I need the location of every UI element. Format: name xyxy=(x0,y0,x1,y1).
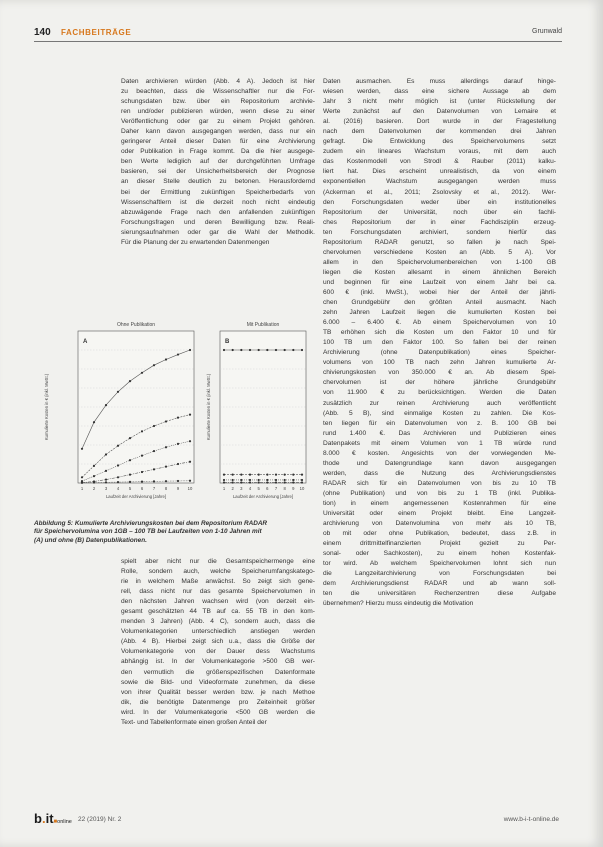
x-tick-label: 8 xyxy=(283,486,286,491)
text-line: chen Grundgebühr den größten Anteil ausmacht. Nach xyxy=(323,299,556,307)
data-point xyxy=(249,349,251,351)
caption-line: (A) und ohne (B) Datenpublikationen. xyxy=(34,536,147,544)
text-line: exponentiellen Wachstum ausgegangen werden muss xyxy=(323,178,556,186)
text-line: al. (2016) basieren. Dort wurde in der Fragestellung xyxy=(323,118,556,126)
data-point xyxy=(177,463,179,465)
x-tick-label: 9 xyxy=(176,486,180,491)
text-line: ren und/oder publizieren würden, wenn diese zu einer xyxy=(121,108,315,116)
data-point xyxy=(223,479,225,481)
data-point xyxy=(223,349,225,351)
text-line: Daher kann davon ausgegangen werden, dass nur ein xyxy=(121,128,315,136)
data-point xyxy=(189,461,191,463)
text-line: rund 1.400 €. Das Archivieren und Publizieren eines xyxy=(323,429,556,437)
text-line: spielt aber nicht nur die Gesamtspeichermenge eine xyxy=(121,558,315,565)
data-point xyxy=(153,450,155,452)
text-line: (Abb. 4 B). Hierbei zeigt sich u.a., dass die Größe der xyxy=(121,638,315,646)
text-line: ten Forschungsdaten archiviert, sondern hierfür das xyxy=(323,228,556,236)
text-line: liegen die Kosten allesamt in einem ähnlichen Bereich xyxy=(323,268,556,276)
data-point xyxy=(240,481,242,483)
text-line: und beginnen für eine Laufzeit von einem Jahr bei ca. xyxy=(323,278,556,286)
data-point xyxy=(240,349,242,351)
text-line: liert hat. Dies erscheint unrealistisch, da von einem xyxy=(323,168,556,176)
data-point xyxy=(258,474,260,476)
text-line: zu beachten, dass die Wissenschaftler nur die For- xyxy=(121,88,315,96)
data-point xyxy=(301,349,303,351)
data-point xyxy=(93,475,95,477)
text-line: Datenpakets mit einem Volumen von 1 TB würde rund xyxy=(323,439,556,447)
text-line: dik, die benötigte Datenmenge pro Zeiteinheit größer xyxy=(121,698,315,706)
text-line: abhängig ist. In der Volumenkategorie >500 GB wer- xyxy=(121,658,315,666)
text-line: gefragt. Die Entwicklung des Speichervolumens setzt xyxy=(323,138,556,146)
text-line: abzuwägende Frage nach den anfallenden zukünftigen xyxy=(121,208,315,216)
y-axis-label: Kumulierte Kosten in € (inkl. MwSt.) xyxy=(206,373,211,441)
x-tick-label: 6 xyxy=(140,486,144,491)
text-line: den vermutlich die größenspezifischen Datenformate xyxy=(121,668,315,676)
logo-online: online xyxy=(57,819,72,825)
text-line: ten die universitären Rechenzentren diese Aufgabe xyxy=(323,590,556,598)
text-line: einem drittmittelfinanzierten Projekt gezielt zu Per- xyxy=(323,540,556,548)
text-line: chivierungskosten von 350.000 € an. Ab diesem Spei- xyxy=(323,369,556,377)
data-point xyxy=(117,445,119,447)
data-point xyxy=(232,479,234,481)
data-point xyxy=(240,479,242,481)
x-tick-label: 2 xyxy=(92,486,96,491)
text-line: ten liegen für ein Datenvolumen von z. B. 100 GB bei xyxy=(323,419,556,427)
data-point xyxy=(223,474,225,476)
text-line: geringerer Anteil dieser Daten für eine Archivierung xyxy=(121,138,315,146)
data-point xyxy=(249,481,251,483)
data-point xyxy=(292,474,294,476)
section-title: FACHBEITRÄGE xyxy=(61,28,132,37)
text-line: basieren, sei der Unsicherheitsbereich der Prognose xyxy=(121,168,315,176)
data-point xyxy=(275,349,277,351)
data-point xyxy=(189,480,191,482)
text-line: volumens von 100 TB nach zehn Jahren kumulierte Ar- xyxy=(323,359,556,367)
journal-issue: 22 (2019) Nr. 2 xyxy=(78,816,122,823)
x-tick-label: 2 xyxy=(231,486,234,491)
caption-line: Abbildung 5: Kumulierte Archivierungskosten bei dem Repositorium RADAR xyxy=(34,520,268,527)
text-line: Jahr 3 nicht mehr möglich ist (unter Rückstellung der xyxy=(323,98,556,106)
data-point xyxy=(129,380,131,382)
data-point xyxy=(129,459,131,461)
text-line: allem in den Speichervolumenbereichen von 1-100 GB xyxy=(323,258,556,266)
text-line: von ihrer Qualität besser werden bzw. je nach Methoe xyxy=(121,688,315,696)
data-point xyxy=(266,479,268,481)
text-line: Daten archivieren würden (Abb. 4 A). Jedoch ist hier xyxy=(121,78,315,85)
data-point xyxy=(105,481,107,483)
text-line: Archivierung (ohne Datenpublikation) eines Speicher- xyxy=(323,349,556,357)
data-point xyxy=(284,481,286,483)
data-point xyxy=(275,481,277,483)
text-line: Repositorium der Universität, noch über ein fachli- xyxy=(323,208,556,216)
data-point xyxy=(232,481,234,483)
data-point xyxy=(284,474,286,476)
data-point xyxy=(165,466,167,468)
text-line: Forschungsfragen und deren Bewilligung bzw. Reali- xyxy=(121,218,315,226)
data-point xyxy=(258,479,260,481)
data-point xyxy=(266,349,268,351)
data-point xyxy=(81,476,83,478)
text-line: sowie die Bild- und Videoformate zunehmen, da diese xyxy=(121,678,315,686)
panel-label: B xyxy=(225,339,230,345)
data-point xyxy=(117,464,119,466)
x-axis-label: Laufzeit der Archivierung [Jahre] xyxy=(232,494,294,499)
figure-chart xyxy=(34,313,314,518)
data-point xyxy=(165,446,167,448)
text-line: (Abb. 5 B), sind einmalige Kosten zu zahlen. Die Kos- xyxy=(323,409,556,417)
left-column-top xyxy=(121,77,315,248)
page-number: 140 xyxy=(34,27,51,38)
x-tick-label: 1 xyxy=(80,486,84,491)
data-point xyxy=(141,430,143,432)
data-point xyxy=(258,349,260,351)
text-line: die Langzeitarchivierung von Forschungsdaten bei xyxy=(323,570,556,578)
data-point xyxy=(153,480,155,482)
text-line: von 11.900 € zu berücksichtigen. Werden die Daten xyxy=(323,389,556,397)
text-line: zehn Jahren Laufzeit liegen die kumulierten Kosten bei xyxy=(323,309,556,317)
logo-letter: t xyxy=(49,811,54,826)
text-line: Werte zunächst auf den Datenvolumen von Lemaire et xyxy=(323,108,556,116)
data-point xyxy=(292,479,294,481)
text-line: 100 TB um den Faktor 100. So fallen bei der reinen xyxy=(323,339,556,347)
text-line: rell, dass nicht nur das gesamte Speichervolumen in xyxy=(121,588,315,596)
data-point xyxy=(153,364,155,366)
text-line: wiesen werden, dass eine sichere Aussage ab dem xyxy=(323,88,556,96)
text-line: RADAR sich für ein Datenvolumen von bis zu 10 TB xyxy=(323,479,556,487)
y-axis-label: Kumulierte Kosten in € (inkl. MwSt.) xyxy=(44,373,49,441)
data-point xyxy=(189,349,191,351)
data-point xyxy=(275,474,277,476)
data-point xyxy=(177,353,179,355)
text-line: tor wird. Ab welchem Speichervolumen lohnt sich nun xyxy=(323,560,556,568)
text-line: das Kostenmodell von Strodl & Rauber (2011) kalku- xyxy=(323,158,556,166)
x-tick-label: 8 xyxy=(164,486,168,491)
text-line: Volumenkategorien unterschiedlich anstiegen werden xyxy=(121,628,315,636)
text-line: Veröffentlichung oder gar zu einem Projekt gehören. xyxy=(121,118,315,126)
x-tick-label: 7 xyxy=(152,486,156,491)
text-line: den nächsten Jahren wachsen wird (von derzeit ein- xyxy=(121,598,315,606)
data-point xyxy=(165,480,167,482)
text-line: Universität oder einem Projekt bleibt. Eine Langzeit- xyxy=(323,510,556,518)
x-tick-label: 3 xyxy=(240,486,243,491)
text-line: Für die Planung der zu erwartenden Datenmengen xyxy=(121,238,270,246)
text-line: zusätzlich zur reinen Archivierung auch veröffentlicht xyxy=(323,399,556,407)
x-axis-label: Laufzeit der Archivierung [Jahre] xyxy=(105,494,167,499)
figure-caption xyxy=(34,520,314,545)
data-point xyxy=(81,482,83,484)
text-line: 8.000 € kosten. Angesichts von der vorwiegenden Me- xyxy=(323,449,556,457)
data-point xyxy=(177,480,179,482)
data-point xyxy=(258,481,260,483)
data-point xyxy=(177,417,179,419)
data-point xyxy=(177,443,179,445)
x-tick-label: 10 xyxy=(299,486,305,491)
text-line: Rolle, sondern auch, welche Speicherumfangskatego- xyxy=(121,568,315,576)
data-point xyxy=(117,391,119,393)
data-point xyxy=(266,481,268,483)
figure xyxy=(34,313,314,518)
data-point xyxy=(93,421,95,423)
text-line: 600 € (inkl. MwSt.), wobei hier der Anteil der jährli- xyxy=(323,288,556,296)
data-point xyxy=(292,349,294,351)
x-tick-label: 4 xyxy=(248,486,252,491)
text-line: bei der Ermittlung zukünftigen Speicherbedarfs von xyxy=(121,188,315,196)
data-point xyxy=(301,481,303,483)
data-point xyxy=(105,404,107,406)
logo-letter: i xyxy=(45,811,50,826)
text-line: an dieser Stelle deutlich zu betonen. Herausfordernd xyxy=(121,178,315,186)
left-column-bottom xyxy=(121,557,315,728)
data-point xyxy=(93,481,95,483)
text-line: thode und Datengrundlage kann davon ausgegangen xyxy=(323,459,556,467)
author-name: Grunwald xyxy=(532,28,562,35)
text-line: gesamt geschätzten 44 TB auf ca. 55 TB in den kom- xyxy=(121,608,315,616)
data-point xyxy=(301,474,303,476)
text-line: Wissenschaftlern ist die derzeit noch nicht eindeutig xyxy=(121,198,315,206)
text-line: chervolumen ist der höhere jährliche Grundgebühr xyxy=(323,379,556,387)
data-point xyxy=(105,453,107,455)
text-line: Text- und Tabellenformate einen großen Anteil der xyxy=(121,718,267,726)
x-tick-label: 5 xyxy=(257,486,260,491)
text-line: tion) in einem angemessenen Kostenrahmen für eine xyxy=(323,499,556,507)
data-point xyxy=(292,481,294,483)
x-tick-label: 1 xyxy=(222,486,226,491)
data-point xyxy=(189,440,191,442)
text-line: werden, dass die Nutzung des Archivierungsdienstes xyxy=(323,469,556,477)
text-line: archivierung von Datenvolumina von mehr als 10 TB, xyxy=(323,520,556,528)
text-line: sonal- oder Sachkosten), zu einem hohen Kostenfak- xyxy=(323,550,556,558)
text-line: oder Publikation in Frage kommt. Da die hier ausgege- xyxy=(121,148,315,156)
data-point xyxy=(153,468,155,470)
text-line: (ohne Publikation) und von bis zu 1 TB (inkl. Publika- xyxy=(323,489,556,497)
text-line: zudem ein lineares Wachstum voraus, mit dem auch xyxy=(323,148,556,156)
caption-line: für Speichervolumina von 1GB – 100 TB bei Laufzeiten von 1-10 Jahren mit xyxy=(34,528,262,536)
text-line: wird. In der Volumenkategorie <500 GB werden die xyxy=(121,708,315,716)
data-point xyxy=(249,474,251,476)
data-point xyxy=(141,455,143,457)
x-tick-label: 3 xyxy=(104,486,108,491)
text-line: ches Repositorium der in einer Fachdisziplin erzeug- xyxy=(323,218,556,226)
text-line: menden 3 Jahren) (Abb. 4 C), sondern auch, dass die xyxy=(121,618,315,626)
logo-letter: b xyxy=(34,811,42,826)
panel-title: Mit Publikation xyxy=(246,322,280,328)
data-point xyxy=(105,478,107,480)
data-point xyxy=(141,471,143,473)
text-line: Volumenkategorie von der Dauer dess Wachstums xyxy=(121,648,315,656)
data-point xyxy=(266,474,268,476)
data-point xyxy=(223,481,225,483)
x-tick-label: 5 xyxy=(128,486,132,491)
data-point xyxy=(141,481,143,483)
data-point xyxy=(284,349,286,351)
right-column xyxy=(323,77,556,609)
data-point xyxy=(129,481,131,483)
text-line: chervolumen verschiedene Kosten an (Abb. 5 A). Vor xyxy=(323,248,556,256)
journal-url: www.b-i-t-online.de xyxy=(503,816,559,823)
data-point xyxy=(165,420,167,422)
x-tick-label: 6 xyxy=(266,486,269,491)
data-point xyxy=(153,425,155,427)
text-line: ob mit oder ohne Publikation, bedeutet, dass z.B. in xyxy=(323,530,556,538)
text-line: übernehmen? Hierzu muss eindeutig die Motivation xyxy=(323,600,474,608)
text-line: rie in welchem Maße anwächst. So zeigt sich gene- xyxy=(121,578,315,586)
text-line: Repositorium RADAR genutzt, so fallen je nach Spei- xyxy=(323,238,556,246)
data-point xyxy=(189,414,191,416)
data-point xyxy=(117,476,119,478)
data-point xyxy=(165,358,167,360)
data-point xyxy=(141,372,143,374)
data-point xyxy=(93,465,95,467)
data-point xyxy=(117,481,119,483)
panel-title: Ohne Publikation xyxy=(116,322,156,328)
data-point xyxy=(275,479,277,481)
text-line: sierungsaufnahmen oder gar die Wahl der Methodik. xyxy=(121,228,315,236)
text-line: dem Archivierungsdienst RADAR und ab wann soll- xyxy=(323,580,556,588)
data-point xyxy=(284,479,286,481)
data-point xyxy=(232,474,234,476)
data-point xyxy=(129,474,131,476)
text-line: 6.000 – 6.400 €. Ab einem Speichervolumen von 10 xyxy=(323,319,556,327)
text-line: (Ackerman et al., 2011; Zsolovsky et al., 2012). Wer- xyxy=(323,188,556,196)
data-point xyxy=(301,479,303,481)
text-line: TB erhöhen sich die Kosten um den Faktor 10 und für xyxy=(323,329,556,337)
text-line: Daten ausmachen. Es muss allerdings darauf hinge- xyxy=(323,78,556,85)
text-line: den Forschungsdaten weder über ein institutionelles xyxy=(323,198,556,206)
text-line: schungsdaten bzw. über ein Repositorium archivie- xyxy=(121,98,315,106)
x-tick-label: 10 xyxy=(187,486,193,491)
data-point xyxy=(105,470,107,472)
page-header xyxy=(34,27,562,42)
text-line: ben Werte lediglich auf der durchgeführten Umfrage xyxy=(121,158,315,166)
data-point xyxy=(129,437,131,439)
x-tick-label: 4 xyxy=(116,486,120,491)
x-tick-label: 9 xyxy=(292,486,295,491)
text-line: nach dem Datenvolumen der kommenden drei Jahren xyxy=(323,128,556,136)
x-tick-label: 7 xyxy=(274,486,278,491)
data-point xyxy=(240,474,242,476)
journal-logo: b.it■online xyxy=(34,811,72,826)
data-point xyxy=(232,349,234,351)
data-point xyxy=(81,448,83,450)
data-point xyxy=(249,479,251,481)
panel-label: A xyxy=(83,339,88,345)
